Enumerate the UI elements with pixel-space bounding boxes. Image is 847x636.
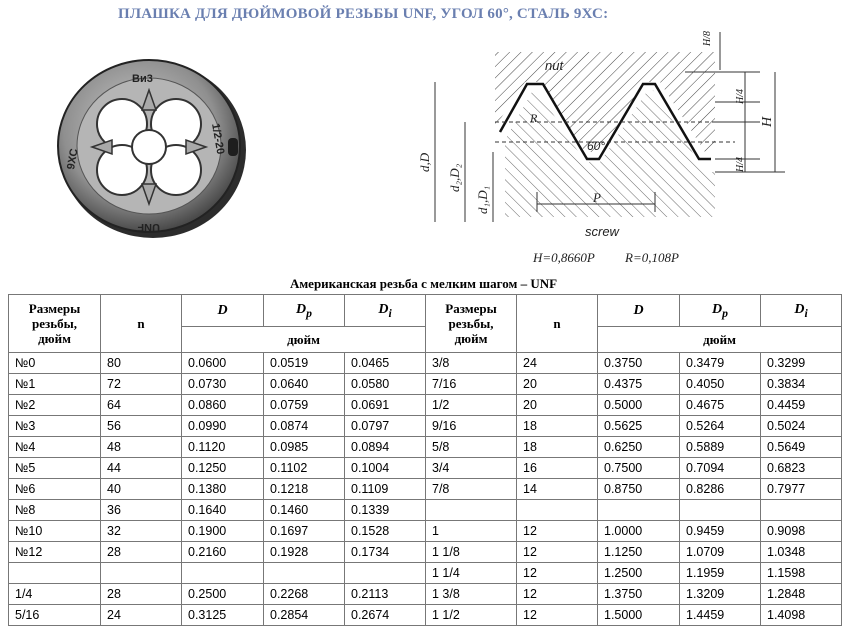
table-cell: №3 [9,416,101,437]
table-cell [598,500,680,521]
table-cell: №4 [9,437,101,458]
table-cell [517,500,598,521]
die-illustration [50,52,250,242]
table-cell: 1.1598 [761,563,842,584]
table-row [9,437,842,458]
table-cell: 0.1734 [345,542,426,563]
table-cell: 0.0874 [264,416,345,437]
table-cell: 1.3209 [680,584,761,605]
table-cell: 9/16 [426,416,517,437]
table-cell: №10 [9,521,101,542]
table-cell: 1.1250 [598,542,680,563]
table-cell: 5/16 [9,605,101,626]
die-mark-left: 9ХС [65,147,81,171]
table-cell: 1 3/8 [426,584,517,605]
table-cell: 0.1218 [264,479,345,500]
label-h8: H/8 [702,31,713,46]
table-cell: 12 [517,584,598,605]
table-cell: 0.5649 [761,437,842,458]
table-cell: 0.2160 [182,542,264,563]
table-cell: 0.5625 [598,416,680,437]
table-cell: 18 [517,416,598,437]
header-size-right: Размеры резьбы, дюйм [426,295,517,353]
table-cell: №2 [9,395,101,416]
table-row [9,374,842,395]
table-cell: 0.0894 [345,437,426,458]
table-cell: 0.5264 [680,416,761,437]
table-cell: 3/8 [426,353,517,374]
table-cell: 0.6250 [598,437,680,458]
table-cell: 0.1339 [345,500,426,521]
table-cell: 0.2500 [182,584,264,605]
table-cell: 1.2500 [598,563,680,584]
table-cell: 0.2854 [264,605,345,626]
table-cell: 0.5000 [598,395,680,416]
header-n-left: n [101,295,182,353]
table-cell: 0.1640 [182,500,264,521]
table-cell: 0.1900 [182,521,264,542]
label-radius: R [530,111,538,125]
table-row [9,353,842,374]
table-cell: 0.0730 [182,374,264,395]
table-cell: 0.0985 [264,437,345,458]
table-cell: 0.9459 [680,521,761,542]
header-n-right: n [517,295,598,353]
table-cell: 1 [426,521,517,542]
table-cell: 7/16 [426,374,517,395]
table-cell: 0.0600 [182,353,264,374]
table-cell: 80 [101,353,182,374]
table-cell: 1.5000 [598,605,680,626]
table-cell: 0.4675 [680,395,761,416]
table-cell: 56 [101,416,182,437]
header-unit-left: дюйм [182,327,426,353]
table-row [9,416,842,437]
table-cell: 0.1697 [264,521,345,542]
table-cell [264,563,345,584]
formula-r: R=0,108P [625,250,679,265]
table-cell: 0.1004 [345,458,426,479]
table-cell: 24 [517,353,598,374]
table-row [9,458,842,479]
table-cell: 0.5024 [761,416,842,437]
table-cell: 0.6823 [761,458,842,479]
formula-h: H=0,8660P [533,250,595,265]
table-cell: 1/4 [9,584,101,605]
table-cell: 0.2113 [345,584,426,605]
thread-profile-diagram [415,22,840,272]
table-cell: 1.0000 [598,521,680,542]
table-cell: 14 [517,479,598,500]
table-cell: 40 [101,479,182,500]
table-caption: Американская резьба с мелким шагом – UNF [289,276,558,291]
table-cell: 0.0640 [264,374,345,395]
table-cell [9,563,101,584]
table-cell: №6 [9,479,101,500]
table-cell: 1 1/8 [426,542,517,563]
table-cell: 0.3834 [761,374,842,395]
table-cell: 20 [517,395,598,416]
table-cell: 20 [517,374,598,395]
table-cell: 1.3750 [598,584,680,605]
table-cell: 0.7094 [680,458,761,479]
header-size-left: Размеры резьбы, дюйм [9,295,101,353]
table-cell: 32 [101,521,182,542]
table-cell: №5 [9,458,101,479]
label-h4-bottom: H/4 [735,157,746,172]
table-cell: 0.0519 [264,353,345,374]
table-cell: 36 [101,500,182,521]
page-title: ПЛАШКА ДЛЯ ДЮЙМОВОЙ РЕЗЬБЫ UNF, УГОЛ 60°, СТАЛЬ 9ХС: [118,6,609,22]
label-h4-top: H/4 [735,89,746,104]
table-cell: 12 [517,521,598,542]
table-cell: 0.1928 [264,542,345,563]
table-cell: 44 [101,458,182,479]
table-cell: 0.7500 [598,458,680,479]
label-angle: 60° [587,139,606,153]
table-row [9,500,842,521]
table-cell: 1.0709 [680,542,761,563]
header-unit-right: дюйм [598,327,842,353]
label-d1: d₁,D₁ [475,185,490,214]
die-mark-top: Ви3 [132,73,153,85]
table-cell: 1.4098 [761,605,842,626]
table-cell: 5/8 [426,437,517,458]
table-cell: 0.4375 [598,374,680,395]
table-row [9,542,842,563]
table-cell: 0.1528 [345,521,426,542]
label-nut: nut [545,58,564,73]
table-cell: 0.3479 [680,353,761,374]
table-cell: 0.1250 [182,458,264,479]
label-screw: screw [585,224,619,239]
label-height: H [760,116,775,127]
table-cell: 12 [517,542,598,563]
table-cell: №12 [9,542,101,563]
label-pitch: P [593,190,601,205]
table-row [9,584,842,605]
table-cell: 24 [101,605,182,626]
table-row [9,479,842,500]
table-cell: 0.9098 [761,521,842,542]
table-cell [680,500,761,521]
table-cell: 0.3750 [598,353,680,374]
table-cell: 48 [101,437,182,458]
table-cell: 18 [517,437,598,458]
table-cell: 12 [517,605,598,626]
table-cell: 0.1109 [345,479,426,500]
header-dp-right: $D_p$ [680,295,761,327]
table-cell: 0.2674 [345,605,426,626]
table-cell: №8 [9,500,101,521]
table-cell: 0.1120 [182,437,264,458]
table-cell: №1 [9,374,101,395]
unf-thread-table [8,294,842,626]
table-cell: 0.8750 [598,479,680,500]
table-cell: 0.0797 [345,416,426,437]
table-cell: 0.0860 [182,395,264,416]
table-cell: 16 [517,458,598,479]
table-cell: 0.4459 [761,395,842,416]
table-cell: 28 [101,542,182,563]
table-cell: 0.7977 [761,479,842,500]
table-cell: 0.0990 [182,416,264,437]
table-cell: 0.0759 [264,395,345,416]
table-cell: 1 1/2 [426,605,517,626]
table-row [9,395,842,416]
table-cell [101,563,182,584]
table-cell: 0.5889 [680,437,761,458]
table-cell: 64 [101,395,182,416]
table-cell: 0.4050 [680,374,761,395]
table-cell: 1.0348 [761,542,842,563]
table-cell: 0.0580 [345,374,426,395]
table-cell: 0.3125 [182,605,264,626]
table-cell: 0.1460 [264,500,345,521]
label-d: d,D [417,152,432,172]
table-cell: 3/4 [426,458,517,479]
table-cell: 7/8 [426,479,517,500]
table-cell [426,500,517,521]
table-cell: 1/2 [426,395,517,416]
header-dp-left: $D_p$ [264,295,345,327]
table-cell [345,563,426,584]
table-cell: 0.1102 [264,458,345,479]
table-row [9,605,842,626]
table-cell: 1.2848 [761,584,842,605]
table-cell: 0.1380 [182,479,264,500]
die-mark-right: 1/2-20 [209,122,227,156]
die-mark-bottom: UNF [137,221,160,233]
table-cell: 0.0465 [345,353,426,374]
table-row [9,563,842,584]
table-cell: 1.4459 [680,605,761,626]
table-cell: 1.1959 [680,563,761,584]
header-d-right: D [598,295,680,327]
table-cell: 72 [101,374,182,395]
table-cell: 0.2268 [264,584,345,605]
label-d2: d₂,D₂ [447,163,462,192]
header-d-left: D [182,295,264,327]
table-cell [761,500,842,521]
table-row [9,521,842,542]
table-cell: №0 [9,353,101,374]
table-cell: 0.3299 [761,353,842,374]
table-cell: 0.0691 [345,395,426,416]
header-di-left: $D_i$ [345,295,426,327]
table-cell: 28 [101,584,182,605]
table-cell: 0.8286 [680,479,761,500]
table-cell: 12 [517,563,598,584]
table-cell: 1 1/4 [426,563,517,584]
header-di-right: $D_i$ [761,295,842,327]
table-body [9,353,842,626]
table-cell [182,563,264,584]
